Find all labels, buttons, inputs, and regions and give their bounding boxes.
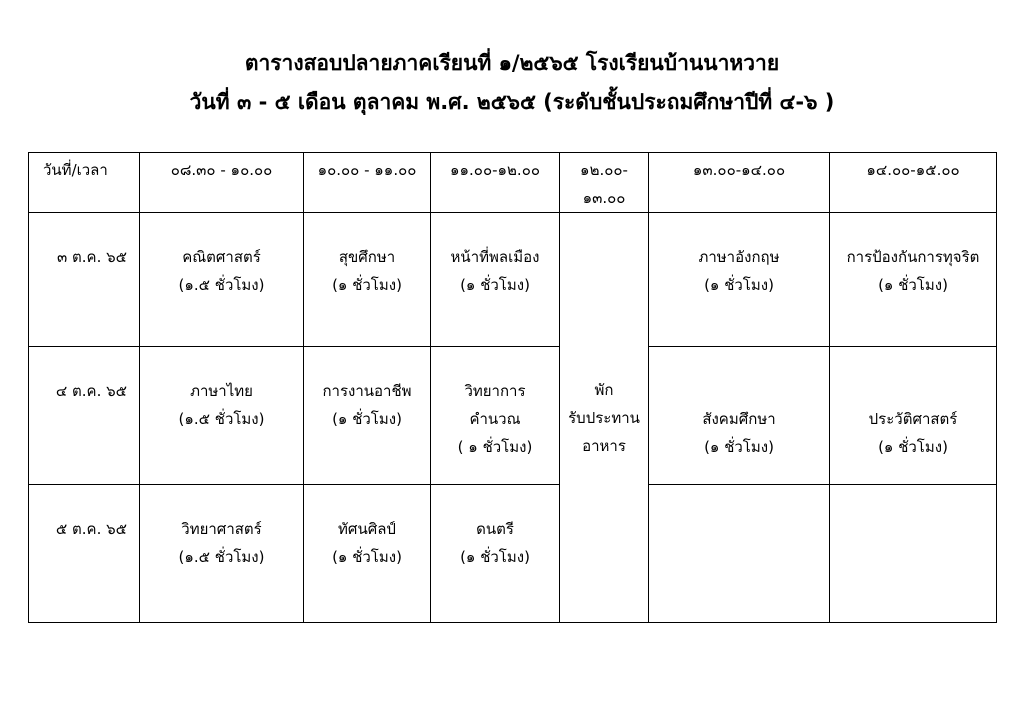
lunch-line-1: พัก <box>594 380 614 399</box>
exam-cell <box>304 485 431 623</box>
date-cell: ๕ ต.ค. ๖๕ <box>29 485 140 623</box>
subject-name: ทัศนศิลป์ <box>338 520 396 538</box>
exam-cell <box>431 213 560 347</box>
subject-duration: (๑.๕ ชั่วโมง) <box>178 548 265 566</box>
subject-name: สังคมศึกษา <box>702 410 776 428</box>
subject-duration: (๑.๕ ชั่วโมง) <box>178 410 265 428</box>
subject-duration: (๑ ชั่วโมง) <box>332 276 402 294</box>
empty-cell <box>649 485 830 623</box>
header-cell-lunch <box>560 153 649 213</box>
table-row <box>29 347 997 485</box>
header-cell-date: วันที่/เวลา <box>29 153 140 213</box>
subject-name-line-2: คำนวณ <box>469 410 521 428</box>
header-cell-period-3: ๑๑.๐๐-๑๒.๐๐ <box>431 153 560 213</box>
exam-cell <box>140 485 304 623</box>
header-cell-period-4: ๑๓.๐๐-๑๔.๐๐ <box>649 153 830 213</box>
subject-duration: (๑ ชั่วโมง) <box>704 276 774 294</box>
table-row <box>29 485 997 623</box>
exam-cell <box>649 213 830 347</box>
exam-schedule-table <box>28 152 997 623</box>
exam-cell <box>830 347 997 485</box>
subject-name: สุขศึกษา <box>338 248 396 266</box>
header-cell-period-5: ๑๔.๐๐-๑๕.๐๐ <box>830 153 997 213</box>
header-lunch-line-2: ๑๓.๐๐ <box>582 189 626 207</box>
subject-duration: (๑ ชั่วโมง) <box>332 410 402 428</box>
subject-name: การงานอาชีพ <box>322 382 412 400</box>
subject-name: หน้าที่พลเมือง <box>450 248 540 266</box>
exam-cell <box>304 347 431 485</box>
subject-duration: (๑ ชั่วโมง) <box>878 438 948 456</box>
exam-cell <box>431 485 560 623</box>
page-title: ตารางสอบปลายภาคเรียนที่ ๑/๒๕๖๕ โรงเรียนบ้านนาหวาย <box>244 51 780 75</box>
subject-name: วิทยาศาสตร์ <box>181 520 262 538</box>
subject-name: การป้องกันการทุจริต <box>846 248 980 266</box>
table-header-row <box>29 153 997 213</box>
date-cell: ๓ ต.ค. ๖๕ <box>29 213 140 347</box>
subject-duration: ( ๑ ชั่วโมง) <box>457 438 533 456</box>
subject-duration: (๑ ชั่วโมง) <box>332 548 402 566</box>
exam-cell <box>140 213 304 347</box>
subject-duration: (๑ ชั่วโมง) <box>704 438 774 456</box>
lunch-line-2: รับประทาน <box>568 408 640 427</box>
header-lunch-line-1: ๑๒.๐๐- <box>580 161 628 179</box>
exam-cell <box>431 347 560 485</box>
date-cell: ๔ ต.ค. ๖๕ <box>29 347 140 485</box>
subject-duration: (๑ ชั่วโมง) <box>460 548 530 566</box>
subject-name: คณิตศาสตร์ <box>182 248 261 266</box>
lunch-break-cell <box>560 213 649 623</box>
subject-duration: (๑ ชั่วโมง) <box>460 276 530 294</box>
exam-cell <box>649 347 830 485</box>
subject-duration: (๑ ชั่วโมง) <box>878 276 948 294</box>
subject-name: ประวัติศาสตร์ <box>868 410 958 428</box>
exam-cell <box>304 213 431 347</box>
empty-cell <box>830 485 997 623</box>
lunch-line-3: อาหาร <box>582 436 626 455</box>
exam-cell <box>140 347 304 485</box>
header-cell-period-2: ๑๐.๐๐ - ๑๑.๐๐ <box>304 153 431 213</box>
subject-name: ดนตรี <box>476 520 514 538</box>
subject-name: วิทยาการ <box>464 382 526 400</box>
subject-name: ภาษาอังกฤษ <box>698 248 780 266</box>
header-cell-period-1: ๐๘.๓๐ - ๑๐.๐๐ <box>140 153 304 213</box>
subject-duration: (๑.๕ ชั่วโมง) <box>178 276 265 294</box>
exam-cell <box>830 213 997 347</box>
page-subtitle: วันที่ ๓ - ๕ เดือน ตุลาคม พ.ศ. ๒๕๖๕ (ระดับชั้นประถมศึกษาปีที่ ๔-๖ ) <box>189 90 835 114</box>
table-row <box>29 213 997 347</box>
subject-name: ภาษาไทย <box>190 382 253 400</box>
